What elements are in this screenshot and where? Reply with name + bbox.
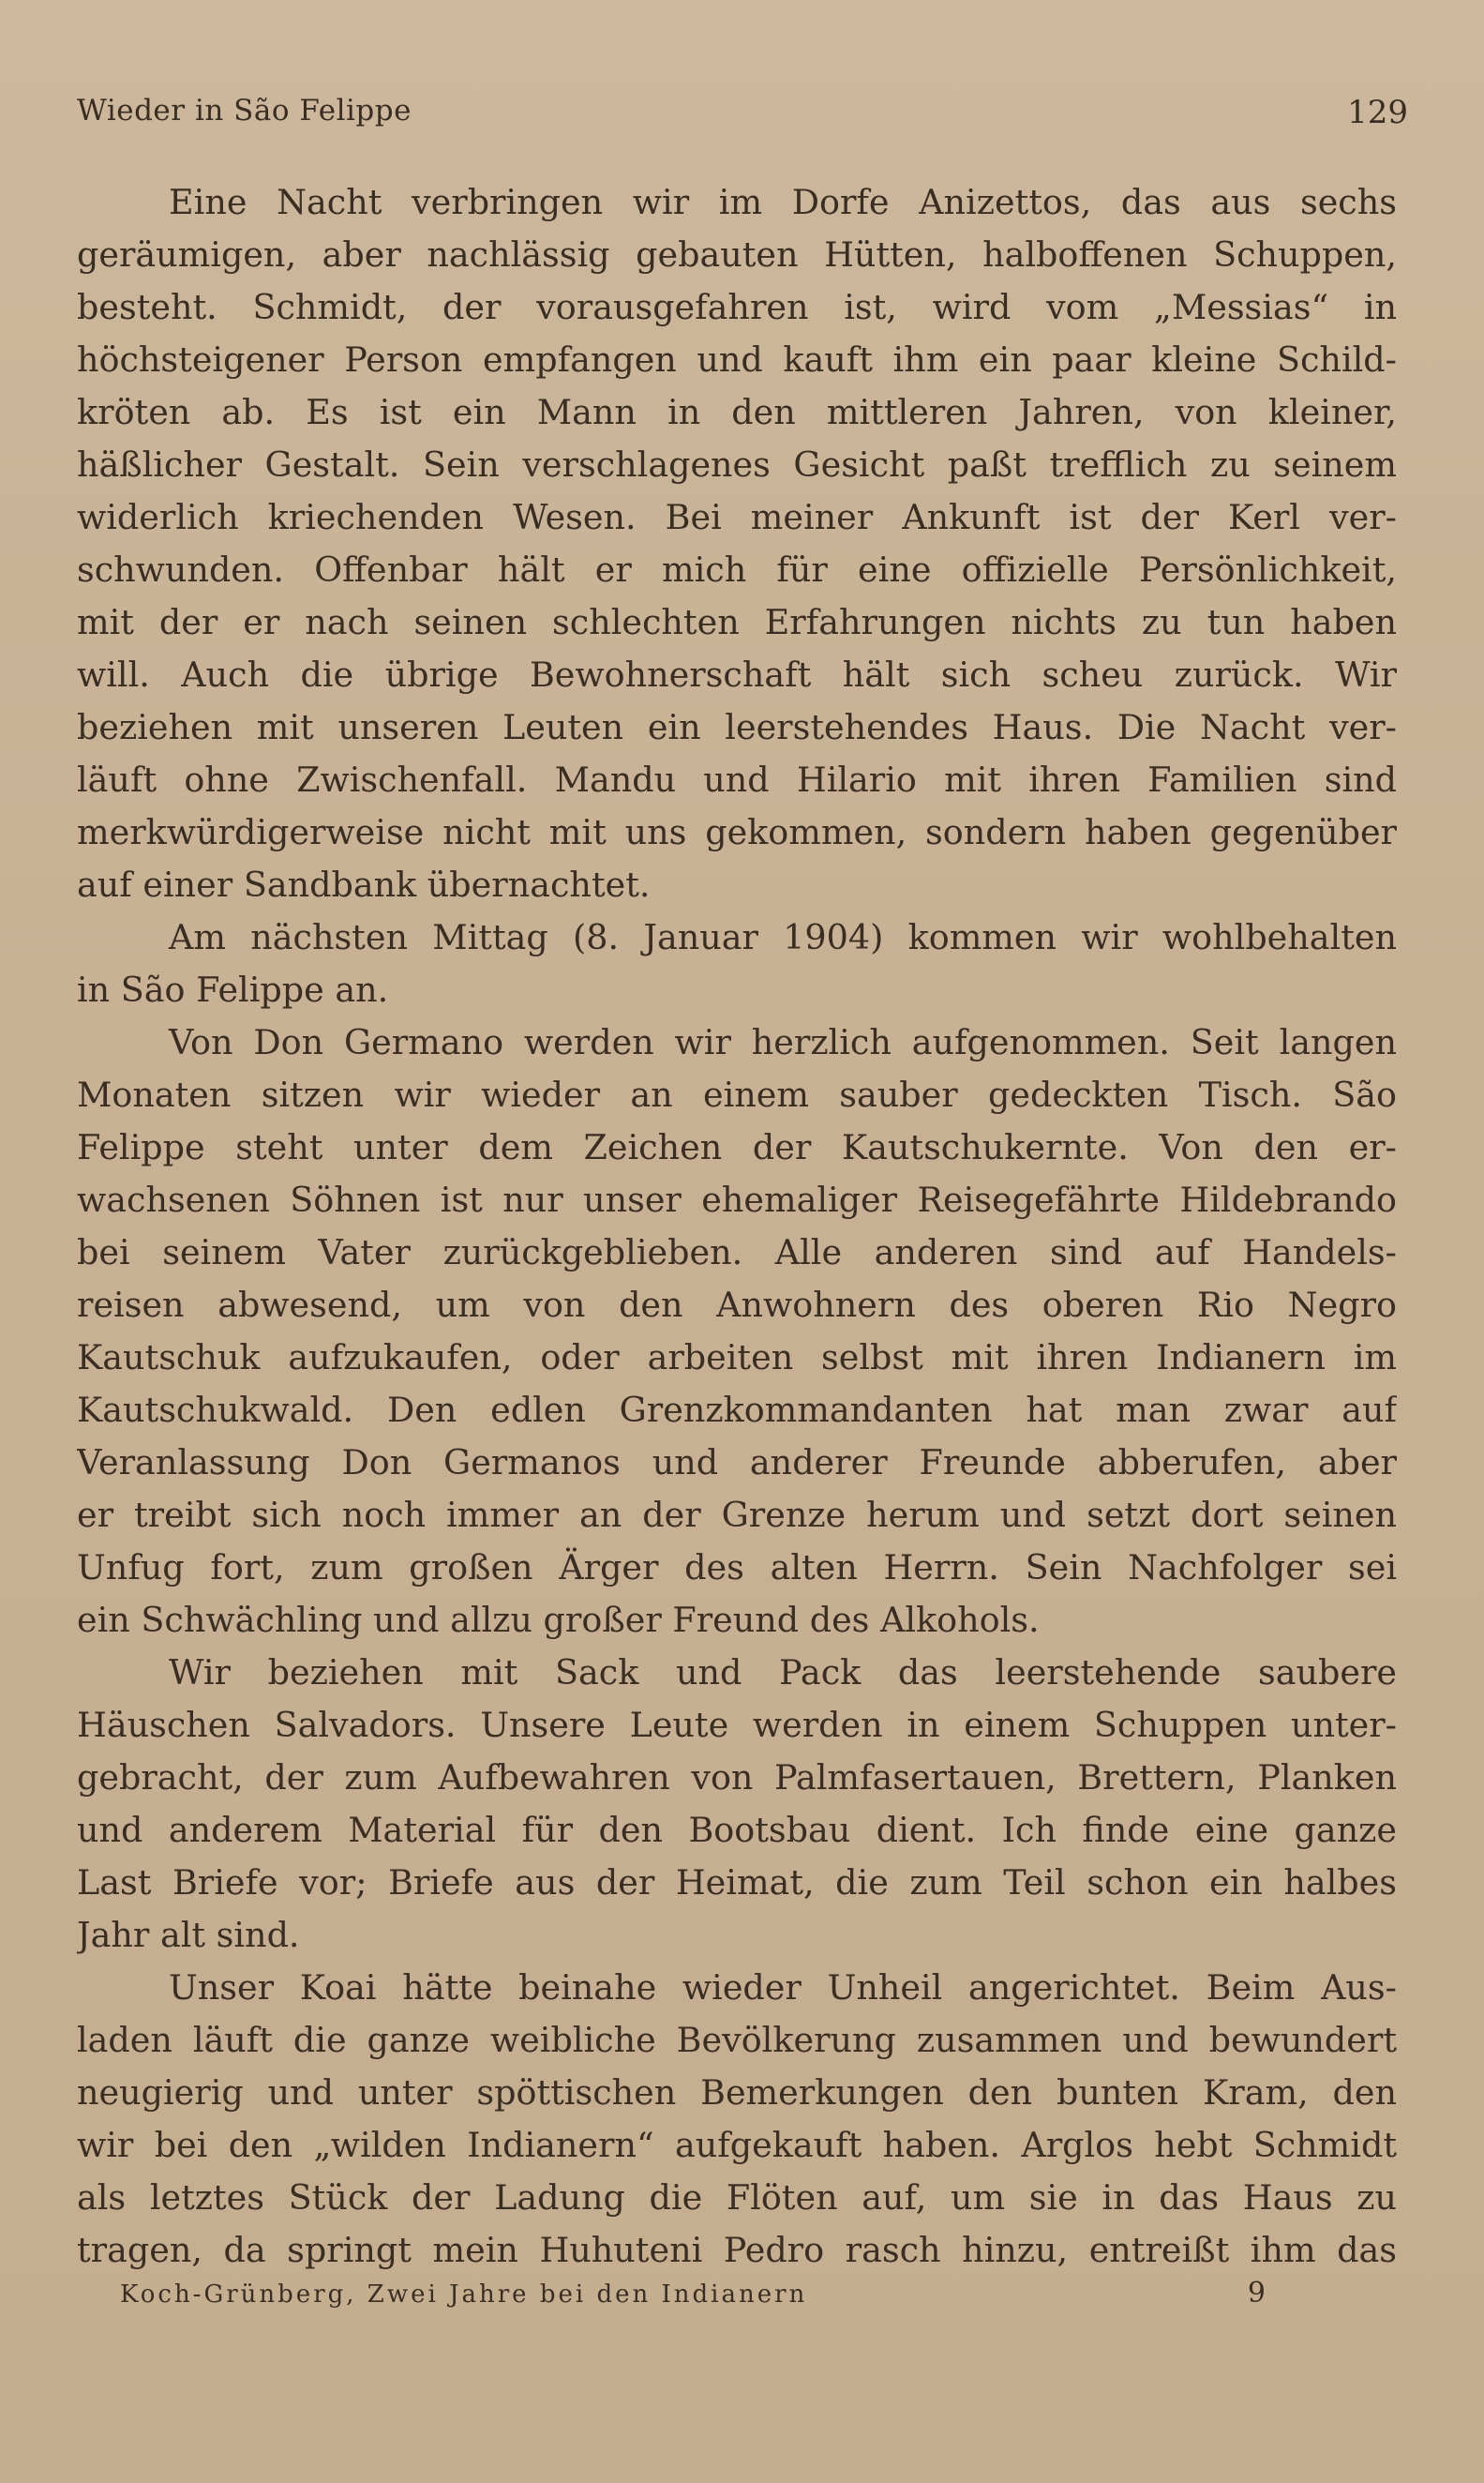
text-line: Unser Koai hätte beinahe wieder Unheil angerichtet. Beim Aus- <box>169 1967 1397 2008</box>
text-line: bei seinem Vater zurückgeblieben. Alle anderen sind auf Handels- <box>77 1232 1397 1272</box>
text-line: gebracht, der zum Aufbewahren von Palmfasertauen, Brettern, Planken <box>77 1757 1397 1798</box>
signature-number: 9 <box>1247 2277 1266 2310</box>
text-line: und anderem Material für den Bootsbau dient. Ich finde eine ganze <box>77 1810 1397 1850</box>
text-line: widerlich kriechenden Wesen. Bei meiner Ankunft ist der Kerl ver- <box>77 497 1397 537</box>
signature-text: Koch-Grünberg, Zwei Jahre bei den Indianern <box>120 2280 808 2309</box>
text-line: besteht. Schmidt, der vorausgefahren ist, wird vom „Messias“ in <box>77 287 1397 327</box>
text-line: Am nächsten Mittag (8. Januar 1904) kommen wir wohlbehalten <box>169 917 1397 957</box>
text-line: Monaten sitzen wir wieder an einem sauber gedeckten Tisch. São <box>77 1075 1397 1115</box>
body-text <box>77 176 1397 2277</box>
running-title: Wieder in São Felippe <box>77 94 412 128</box>
text-line: Von Don Germano werden wir herzlich aufgenommen. Seit langen <box>169 1022 1397 1062</box>
text-line: höchsteigener Person empfangen und kauft ihm ein paar kleine Schild- <box>77 339 1397 380</box>
text-line: wir bei den „wilden Indianern“ aufgekauft haben. Arglos hebt Schmidt <box>77 2125 1397 2165</box>
text-line: wachsenen Söhnen ist nur unser ehemaliger Reisegefährte Hildebrando <box>77 1180 1397 1220</box>
text-line: Kautschuk aufzukaufen, oder arbeiten selbst mit ihren Indianern im <box>77 1337 1397 1377</box>
page-number: 129 <box>1347 94 1408 131</box>
text-line: Jahr alt sind. <box>77 1915 300 1955</box>
text-line: beziehen mit unseren Leuten ein leerstehendes Haus. Die Nacht ver- <box>77 707 1397 747</box>
text-line: tragen, da springt mein Huhuteni Pedro rasch hinzu, entreißt ihm das <box>77 2230 1397 2270</box>
text-line: als letztes Stück der Ladung die Flöten auf, um sie in das Haus zu <box>77 2177 1397 2218</box>
text-line: merkwürdigerweise nicht mit uns gekommen, sondern haben gegenüber <box>77 812 1397 852</box>
text-line: geräumigen, aber nachlässig gebauten Hütten, halboffenen Schuppen, <box>77 234 1397 275</box>
text-line: Eine Nacht verbringen wir im Dorfe Anizettos, das aus sechs <box>169 182 1397 222</box>
running-header <box>77 94 1408 141</box>
text-line: kröten ab. Es ist ein Mann in den mittleren Jahren, von kleiner, <box>77 392 1397 432</box>
text-line: auf einer Sandbank übernachtet. <box>77 865 651 905</box>
text-line: in São Felippe an. <box>77 970 389 1010</box>
text-line: will. Auch die übrige Bewohnerschaft hält sich scheu zurück. Wir <box>77 655 1397 695</box>
text-line: reisen abwesend, um von den Anwohnern des oberen Rio Negro <box>77 1285 1397 1325</box>
text-line: häßlicher Gestalt. Sein verschlagenes Gesicht paßt trefflich zu seinem <box>77 444 1397 485</box>
text-line: mit der er nach seinen schlechten Erfahrungen nichts zu tun haben <box>77 602 1397 642</box>
signature-footer <box>120 2277 1266 2318</box>
text-line: Unfug fort, zum großen Ärger des alten Herrn. Sein Nachfolger sei <box>77 1547 1397 1588</box>
text-line: neugierig und unter spöttischen Bemerkungen den bunten Kram, den <box>77 2072 1397 2113</box>
text-line: Kautschukwald. Den edlen Grenzkommandanten hat man zwar auf <box>77 1390 1397 1430</box>
text-line: Felippe steht unter dem Zeichen der Kautschukernte. Von den er- <box>77 1127 1397 1167</box>
text-line: ein Schwächling und allzu großer Freund des Alkohols. <box>77 1600 1040 1640</box>
text-line: Last Briefe vor; Briefe aus der Heimat, die zum Teil schon ein halbes <box>77 1862 1397 1903</box>
text-line: Wir beziehen mit Sack und Pack das leerstehende saubere <box>169 1652 1397 1693</box>
text-line: schwunden. Offenbar hält er mich für eine offizielle Persönlichkeit, <box>77 549 1397 590</box>
text-line: läuft ohne Zwischenfall. Mandu und Hilario mit ihren Familien sind <box>77 760 1397 800</box>
text-line: laden läuft die ganze weibliche Bevölkerung zusammen und bewundert <box>77 2020 1397 2060</box>
text-line: er treibt sich noch immer an der Grenze herum und setzt dort seinen <box>77 1495 1397 1535</box>
text-line: Veranlassung Don Germanos und anderer Freunde abberufen, aber <box>77 1442 1397 1482</box>
text-line: Häuschen Salvadors. Unsere Leute werden in einem Schuppen unter- <box>77 1705 1397 1745</box>
